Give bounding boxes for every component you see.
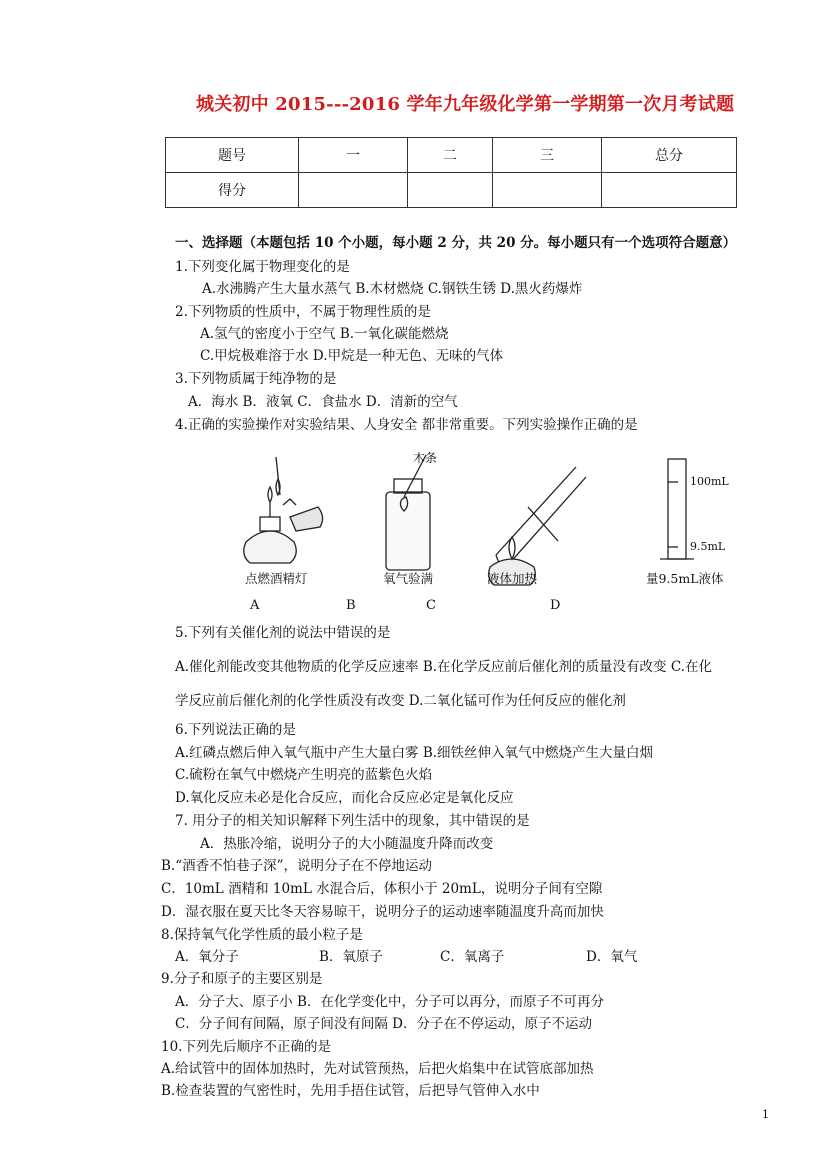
q7-option-a: A．热胀冷缩，说明分子的大小随温度升降而改变 (200, 836, 494, 852)
score-cell-2[interactable] (408, 173, 493, 208)
q8-option-d: D．氧气 (586, 949, 638, 965)
q9-stem: 9.分子和原子的主要区别是 (161, 971, 323, 987)
option-letter-d: D (550, 598, 561, 613)
q6-options-1: A.红磷点燃后伸入氧气瓶中产生大量白雾 B.细铁丝伸入氧气中燃烧产生大量白烟 (175, 745, 654, 761)
score-cell-1[interactable] (299, 173, 408, 208)
q8-option-a: A．氧分子 (175, 949, 239, 965)
header-part-2: 二 (408, 138, 493, 173)
q10-option-b: B.检查装置的气密性时，先用手捂住试管，后把导气管伸入水中 (161, 1083, 540, 1099)
q3-options: A．海水 B．液氧 C．食盐水 D．清新的空气 (188, 394, 458, 410)
option-letter-c: C (426, 598, 436, 613)
score-cell-3[interactable] (493, 173, 602, 208)
caption-b: 氧气验满 (383, 571, 434, 586)
score-table-score-row (166, 173, 737, 208)
q10-option-a: A.给试管中的固体加热时，先对试管预热，后把火焰集中在试管底部加热 (161, 1061, 594, 1077)
q6-stem: 6.下列说法正确的是 (175, 722, 296, 738)
cylinder-100ml-label: 100mL (690, 475, 729, 488)
score-cell-total[interactable] (602, 173, 737, 208)
q7-option-b: B.“酒香不怕巷子深”，说明分子在不停地运动 (161, 858, 433, 874)
option-letter-b: B (346, 598, 356, 613)
q9-options-1: A．分子大、原子小 B．在化学变化中，分子可以再分，而原子不可再分 (175, 994, 604, 1010)
lamp-lighting-drawing (244, 457, 323, 563)
q7-stem: 7. 用分子的相关知识解释下列生活中的现象，其中错误的是 (175, 813, 530, 829)
option-letter-a: A (250, 598, 260, 613)
header-total: 总分 (602, 138, 737, 173)
q1-stem: 1.下列变化属于物理变化的是 (175, 259, 350, 275)
q8-option-b: B．氧原子 (319, 949, 383, 965)
q8-option-c: C．氧离子 (440, 949, 505, 965)
q5-options-2: 学反应前后催化剂的化学性质没有改变 D.二氧化锰可作为任何反应的催化剂 (175, 693, 626, 709)
header-question-number: 题号 (166, 138, 299, 173)
header-part-3: 三 (493, 138, 602, 173)
graduated-cylinder-drawing (660, 459, 694, 559)
section-heading: 一、选择题（本题包括 10 个小题，每小题 2 分，共 20 分。每小题只有一个选项符合题意） (175, 235, 737, 251)
experiment-figure (228, 447, 748, 592)
q4-stem: 4.正确的实验操作对实验结果、人身安全 都非常重要。下列实验操作正确的是 (175, 417, 638, 433)
row-label-score: 得分 (166, 173, 299, 208)
liquid-heating-drawing (489, 467, 586, 585)
q3-stem: 3.下列物质属于纯净物的是 (175, 371, 337, 387)
caption-a: 点燃酒精灯 (245, 571, 308, 586)
q9-options-2: C．分子间有间隔，原子间没有间隔 D．分子在不停运动，原子不运动 (175, 1016, 592, 1032)
cylinder-9-5ml-label: 9.5mL (690, 540, 726, 553)
q2-options-2: C.甲烷极难溶于水 D.甲烷是一种无色、无味的气体 (200, 348, 504, 364)
q6-options-2: C.硫粉在氧气中燃烧产生明亮的蓝紫色火焰 (175, 767, 433, 783)
q10-stem: 10.下列先后顺序不正确的是 (161, 1039, 331, 1055)
wood-strip-label: 木条 (413, 451, 438, 465)
q5-stem: 5.下列有关催化剂的说法中错误的是 (175, 625, 391, 641)
page-number: 1 (762, 1108, 769, 1121)
caption-d: 量9.5mL液体 (646, 571, 724, 586)
score-table (165, 137, 737, 208)
q2-stem: 2.下列物质的性质中，不属于物理性质的是 (175, 304, 431, 320)
q1-options: A.水沸腾产生大量水蒸气 B.木材燃烧 C.钢铁生锈 D.黑火药爆炸 (202, 281, 583, 297)
q8-stem: 8.保持氧气化学性质的最小粒子是 (161, 927, 363, 943)
oxygen-test-drawing (386, 455, 430, 570)
exam-title: 城关初中 2015---2016 学年九年级化学第一学期第一次月考试题 (196, 94, 735, 115)
q5-options-1: A.催化剂能改变其他物质的化学反应速率 B.在化学反应前后催化剂的质量没有改变 C.在化 (175, 659, 712, 675)
caption-c: 液体加热 (487, 571, 538, 586)
score-table-header-row (166, 138, 737, 173)
q7-option-c: C．10mL 酒精和 10mL 水混合后，体积小于 20mL，说明分子间有空隙 (161, 881, 603, 897)
q7-option-d: D．湿衣服在夏天比冬天容易晾干，说明分子的运动速率随温度升高而加快 (161, 904, 604, 920)
q6-options-3: D.氧化反应未必是化合反应，而化合反应必定是氧化反应 (175, 790, 514, 806)
q2-options-1: A.氢气的密度小于空气 B.一氧化碳能燃烧 (200, 326, 449, 342)
header-part-1: 一 (299, 138, 408, 173)
